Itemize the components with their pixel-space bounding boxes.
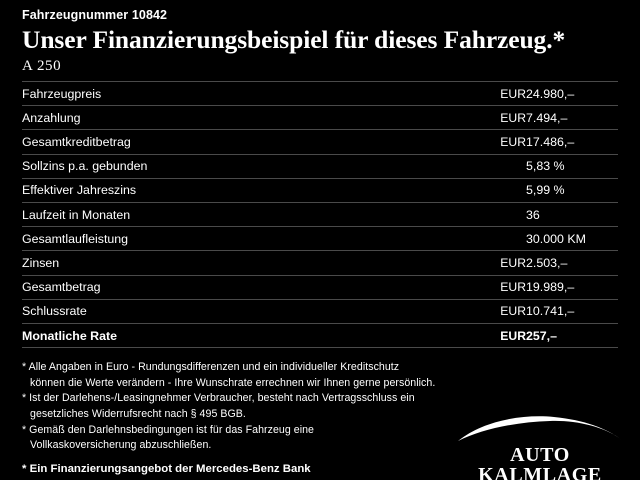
table-row [22,275,618,299]
page-title: Unser Finanzierungsbeispiel für dieses Fahrzeug.* [22,25,566,54]
row-value: 24.980,– [526,82,618,106]
row-value: 19.989,– [526,275,618,299]
row-value: 7.494,– [526,106,618,130]
table-row [22,227,618,251]
row-label: Fahrzeugpreis [22,82,474,106]
vehicle-model: A 250 [22,58,62,75]
row-value: 257,– [526,323,618,347]
footnote-line: Vollkaskoversicherung abzuschließen. [30,439,212,452]
swoosh-icon [454,414,626,444]
row-currency: EUR [474,82,526,106]
vehicle-number: Fahrzeugnummer 10842 [22,8,168,22]
bank-offer-note: * Ein Finanzierungsangebot der Mercedes-Benz Bank [22,462,311,475]
table-row [22,299,618,323]
row-value: 17.486,– [526,130,618,154]
dealer-name: AUTO KALMLAGE [478,444,602,480]
row-currency: EUR [474,251,526,275]
row-label: Effektiver Jahreszins [22,178,474,202]
row-label: Schlussrate [22,299,474,323]
table-row [22,154,618,178]
footnote-line: * Ist der Darlehens-/Leasingnehmer Verbraucher, besteht nach Vertragsschluss ein [22,392,415,405]
row-value: 30.000 KM [526,227,618,251]
dealer-logo [454,414,626,480]
row-currency: EUR [474,106,526,130]
table-row-total [22,323,618,347]
footnote-line: gesetzliches Widerrufsrecht nach § 495 BGB. [30,407,246,420]
row-label: Anzahlung [22,106,474,130]
row-currency: EUR [474,275,526,299]
row-value: 2.503,– [526,251,618,275]
table-row [22,178,618,202]
row-currency: EUR [474,323,526,347]
row-currency [474,178,526,202]
row-currency: EUR [474,130,526,154]
row-label: Zinsen [22,251,474,275]
finance-table [22,81,618,348]
row-label: Gesamtbetrag [22,275,474,299]
row-value: 5,99 % [526,178,618,202]
row-value: 5,83 % [526,154,618,178]
table-row [22,106,618,130]
row-currency: EUR [474,299,526,323]
table-row [22,82,618,106]
row-label: Gesamtkreditbetrag [22,130,474,154]
table-row [22,251,618,275]
row-value: 10.741,– [526,299,618,323]
table-row [22,130,618,154]
row-label: Sollzins p.a. gebunden [22,154,474,178]
row-currency [474,202,526,226]
row-label: Laufzeit in Monaten [22,202,474,226]
row-currency [474,154,526,178]
table-row [22,202,618,226]
footnote-line: * Gemäß den Darlehnsbedingungen ist für das Fahrzeug eine [22,423,314,436]
row-label: Gesamtlaufleistung [22,227,474,251]
row-value: 36 [526,202,618,226]
footnote-line: können die Werte verändern - Ihre Wunschrate errechnen wir Ihnen gerne persönlich. [30,376,436,389]
row-currency [474,227,526,251]
footnote-line: * Alle Angaben in Euro - Rundungsdifferenzen und ein individueller Kreditschutz [22,361,400,374]
row-label: Monatliche Rate [22,323,474,347]
